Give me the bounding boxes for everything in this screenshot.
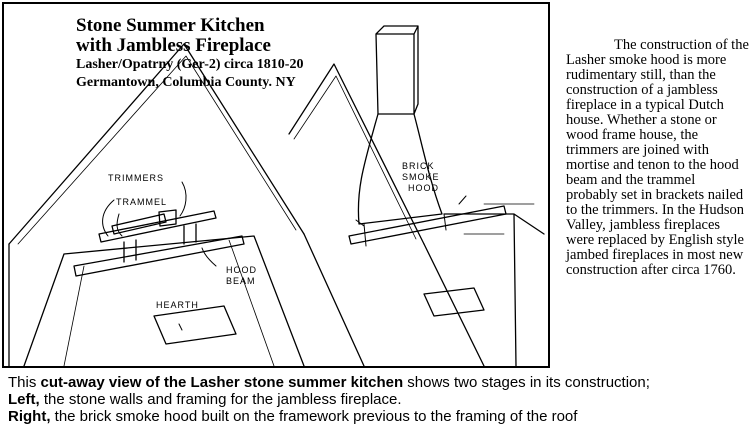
label-hearth: HEARTH: [156, 300, 199, 310]
label-trammel: TRAMMEL: [116, 197, 168, 207]
caption-line1-bold: cut-away view of the Lasher stone summer kitchen: [40, 374, 404, 391]
caption-line3-bold: Right,: [8, 408, 51, 425]
label-trimmers: TRIMMERS: [108, 173, 164, 183]
caption-line1: [8, 374, 748, 391]
figure-title-line1: Stone Summer Kitchen: [76, 15, 265, 36]
caption-line1-post: shows two stages in its construction;: [403, 374, 650, 391]
sidebar-text: The construction of the Lasher smoke hood is more rudimentary still, than the construction of a jambless fireplace in a typical Dutch house. Whether a stone or wood frame house, the trimmers are joined with mortise and tenon to the hood beam and the trammel probably set in brackets nailed to the trimmers. In the Hudson Valley, jambless fireplaces were replaced by English style jambed fireplaces in most new construction after circa 1760.: [566, 37, 749, 278]
label-hood-beam-line1: HOOD: [226, 265, 257, 275]
figure-title-block: [76, 16, 303, 92]
caption-line2-text: the stone walls and framing for the jambless fireplace.: [39, 391, 402, 408]
label-brick-line2: SMOKE: [402, 172, 440, 182]
right-roof-outline: [289, 64, 424, 244]
caption: [8, 374, 748, 425]
left-hood-beam: [74, 236, 244, 276]
figure-subtitle-line1: Lasher/Opatrny (Ger-2) circa 1810-20: [76, 57, 304, 72]
caption-line2-bold: Left,: [8, 391, 40, 408]
left-hearth: [154, 306, 236, 344]
figure-subtitle-line2: Germantown, Columbia County. NY: [76, 75, 296, 90]
caption-line2: [8, 391, 748, 408]
caption-line1-pre: This: [8, 374, 41, 391]
figure-title-line2: with Jambless Fireplace: [76, 35, 271, 56]
caption-line3: [8, 408, 748, 425]
left-trimmers: [99, 211, 216, 262]
label-brick-line3: HOOD: [408, 183, 439, 193]
label-brick-line1: BRICK: [402, 161, 435, 171]
label-hood-beam-line2: BEAM: [226, 276, 256, 286]
right-hood-beam: [349, 206, 506, 244]
illustration-figure: [2, 2, 550, 368]
right-chimney: [376, 26, 418, 114]
right-wall-lines: [304, 214, 544, 366]
caption-line3-text: the brick smoke hood built on the framework previous to the framing of the roof: [50, 408, 578, 425]
right-hearth: [424, 288, 484, 316]
left-trammel: [112, 210, 176, 234]
